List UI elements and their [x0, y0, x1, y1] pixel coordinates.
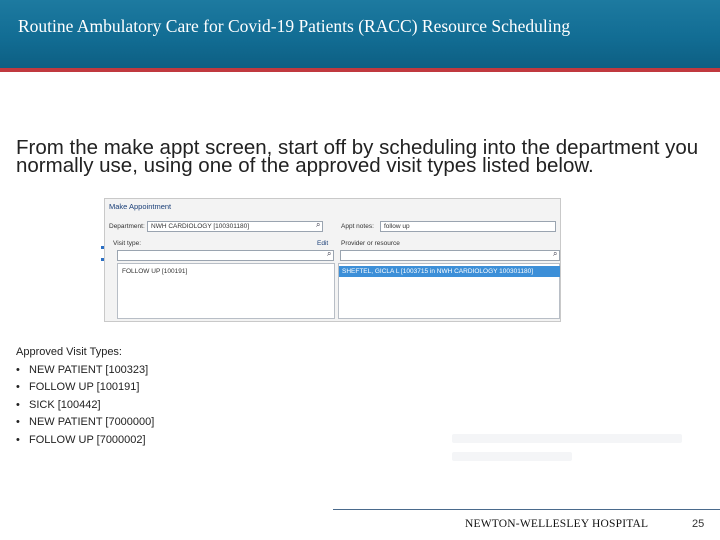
search-icon[interactable]: ⌕	[327, 249, 332, 258]
visit-types-heading: Approved Visit Types:	[16, 346, 122, 358]
visit-type-list[interactable]	[117, 263, 335, 319]
provider-list[interactable]	[338, 263, 560, 319]
provider-label: Provider or resource	[341, 240, 400, 247]
list-item: • FOLLOW UP [100191]	[16, 379, 154, 397]
faint-text-artifact	[452, 434, 682, 443]
provider-search-field[interactable]	[340, 250, 560, 261]
faint-text-artifact	[452, 452, 572, 461]
department-field[interactable]: NWH CARDIOLOGY [100301180]	[147, 221, 323, 232]
department-label: Department:	[109, 223, 145, 230]
footer-organization: NEWTON-WELLESLEY HOSPITAL	[465, 518, 649, 530]
appt-notes-label: Appt notes:	[341, 223, 374, 230]
list-item: • NEW PATIENT [7000000]	[16, 414, 154, 432]
make-appointment-screenshot	[104, 198, 561, 322]
slide-header	[0, 0, 720, 68]
approved-visit-types	[16, 344, 154, 450]
search-icon[interactable]: ⌕	[316, 220, 321, 229]
list-item[interactable]: SHEFTEL, GICLA L [1003715 in NWH CARDIOLOGY 100301180]	[339, 266, 560, 277]
visit-type-label: Visit type:	[113, 240, 142, 247]
intro-paragraph: From the make appt screen, start off by scheduling into the department you normally use, using one of the approved visit types listed below.	[16, 136, 699, 177]
header-accent-rule	[0, 68, 720, 72]
list-item: • FOLLOW UP [7000002]	[16, 432, 154, 450]
visit-types-list	[16, 362, 154, 450]
footer-rule	[333, 509, 720, 510]
list-item: • NEW PATIENT [100323]	[16, 362, 154, 380]
search-icon[interactable]: ⌕	[553, 249, 558, 258]
visit-type-search-field[interactable]	[117, 250, 334, 261]
list-item: • SICK [100442]	[16, 397, 154, 415]
visit-type-edit-link[interactable]: Edit	[317, 240, 329, 247]
slide-title: Routine Ambulatory Care for Covid-19 Patients (RACC) Resource Scheduling	[18, 16, 571, 36]
make-appointment-window-title: Make Appointment	[109, 202, 172, 211]
list-item[interactable]: FOLLOW UP [100191]	[122, 268, 188, 275]
page-number: 25	[692, 518, 705, 530]
appt-notes-field[interactable]: follow up	[380, 221, 556, 232]
